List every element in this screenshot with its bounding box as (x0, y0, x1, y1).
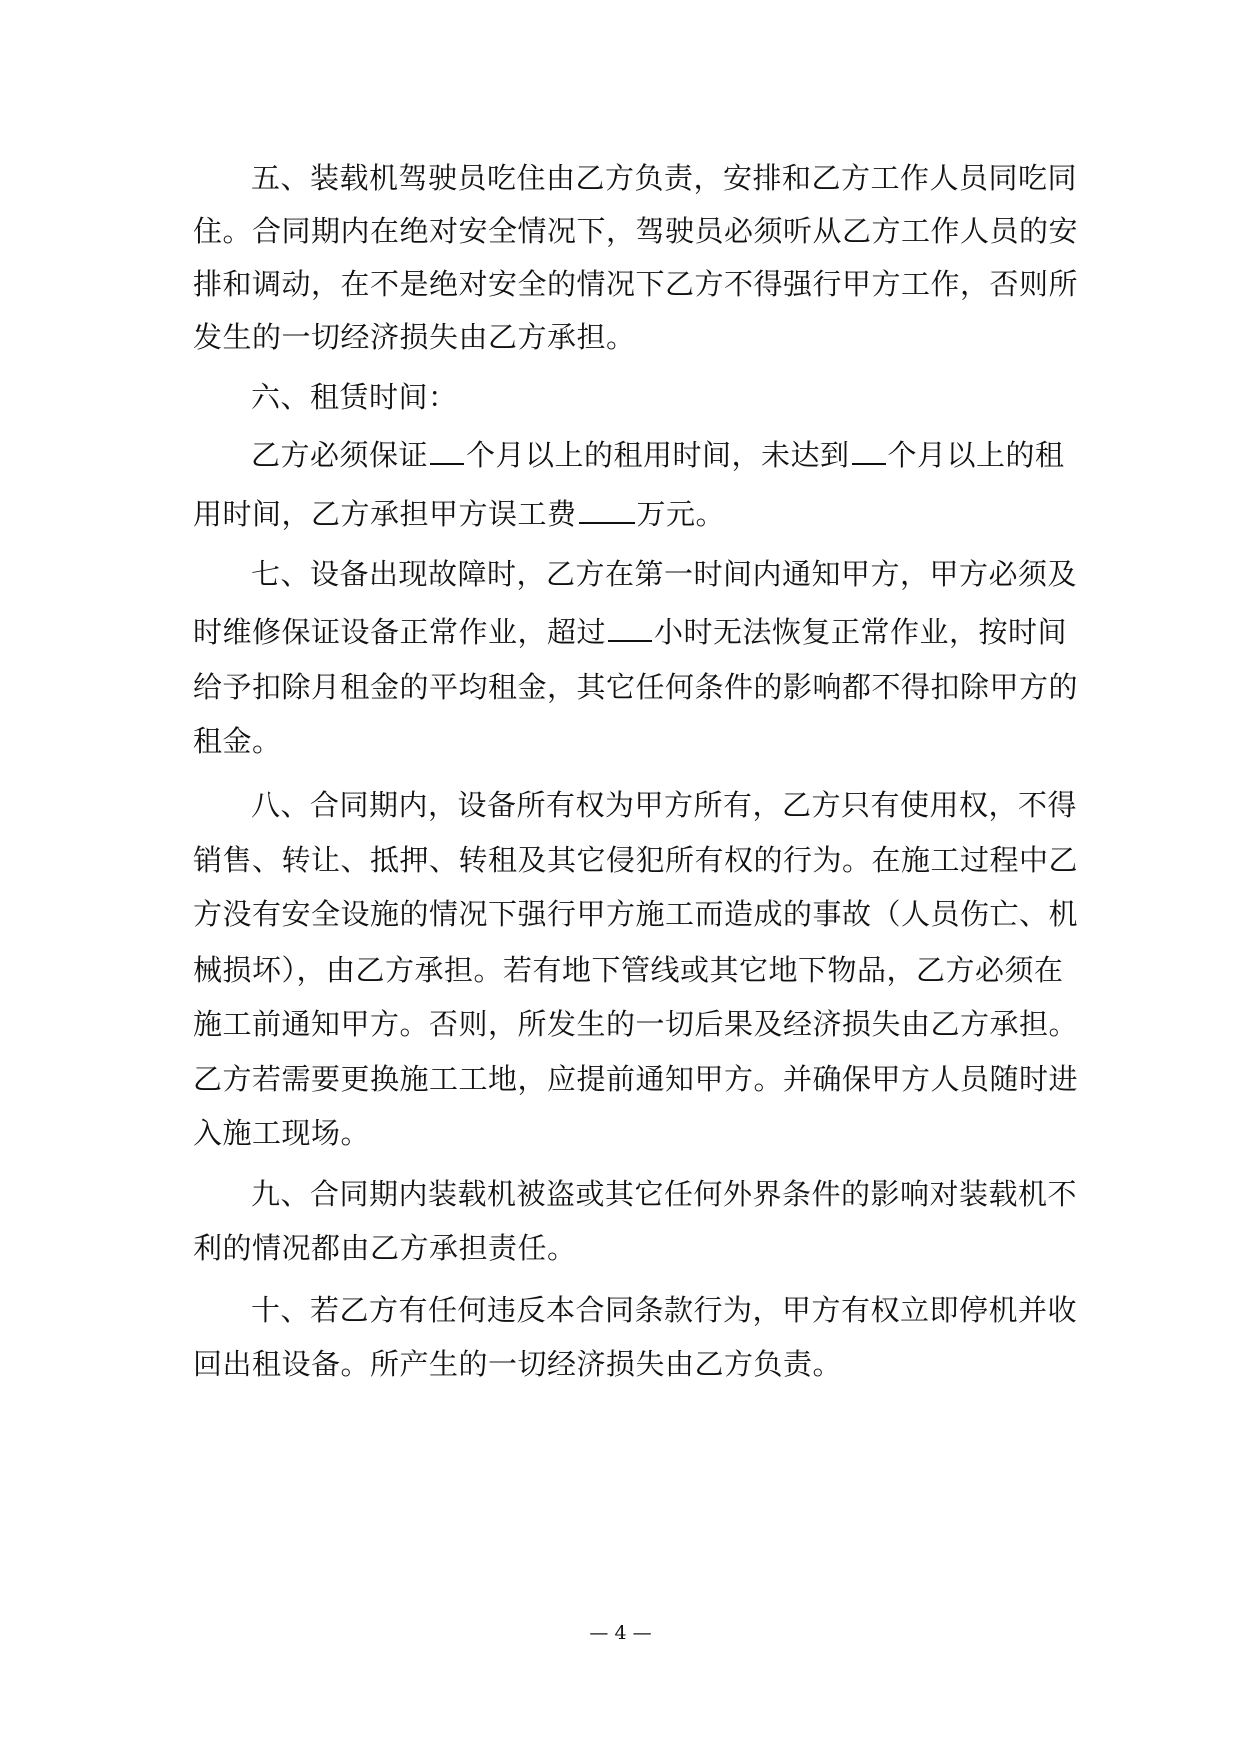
fill-in-blank (852, 437, 886, 465)
paragraph-line: 方没有安全设施的情况下强行甲方施工而造成的事故（人员伤亡、机 (193, 897, 1079, 931)
paragraph-line (193, 494, 725, 534)
paragraph-line: 租金。 (193, 724, 282, 758)
paragraph-line: 九、合同期内装载机被盗或其它任何外界条件的影响对装载机不 (251, 1177, 1078, 1211)
paragraph-line: 利的情况都由乙方承担责任。 (193, 1231, 577, 1265)
paragraph-line (193, 612, 1067, 652)
section-heading: 六、租赁时间： (251, 380, 458, 414)
paragraph-line: 五、装载机驾驶员吃住由乙方负责，安排和乙方工作人员同吃同 (251, 161, 1078, 195)
paragraph-line: 乙方若需要更换施工工地，应提前通知甲方。并确保甲方人员随时进 (193, 1062, 1079, 1096)
paragraph-line: 发生的一切经济损失由乙方承担。 (193, 320, 636, 354)
paragraph-line: 施工前通知甲方。否则，所发生的一切后果及经济损失由乙方承担。 (193, 1007, 1079, 1041)
fill-in-blank (579, 496, 635, 524)
paragraph-line: 排和调动，在不是绝对安全的情况下乙方不得强行甲方工作，否则所 (193, 267, 1079, 301)
page-number: — 4 — (589, 1622, 652, 1644)
fill-in-blank (430, 437, 464, 465)
text-segment: 乙方必须保证 (251, 438, 429, 472)
paragraph-line: 十、若乙方有任何违反本合同条款行为，甲方有权立即停机并收 (251, 1293, 1078, 1327)
text-segment: 个月以上的租用时间，未达到 (466, 438, 850, 472)
text-segment: 用时间，乙方承担甲方误工费 (193, 497, 577, 531)
paragraph-line: 八、合同期内，设备所有权为甲方所有，乙方只有使用权，不得 (251, 788, 1078, 822)
paragraph-line: 械损坏），由乙方承担。若有地下管线或其它地下物品，乙方必须在 (193, 953, 1064, 987)
paragraph-line: 住。合同期内在绝对安全情况下，驾驶员必须听从乙方工作人员的安 (193, 214, 1079, 248)
text-segment: 个月以上的租 (887, 438, 1065, 472)
paragraph-line: 回出租设备。所产生的一切经济损失由乙方负责。 (193, 1347, 843, 1381)
text-segment: 万元。 (636, 497, 726, 531)
paragraph-line: 销售、转让、抵押、转租及其它侵犯所有权的行为。在施工过程中乙 (193, 843, 1079, 877)
fill-in-blank (608, 614, 652, 642)
paragraph-line: 入施工现场。 (193, 1116, 371, 1150)
text-segment: 时维修保证设备正常作业，超过 (193, 615, 607, 649)
paragraph-line: 七、设备出现故障时，乙方在第一时间内通知甲方，甲方必须及 (251, 557, 1078, 591)
text-segment: 小时无法恢复正常作业，按时间 (654, 615, 1068, 649)
paragraph-line (193, 435, 1065, 475)
paragraph-line: 给予扣除月租金的平均租金，其它任何条件的影响都不得扣除甲方的 (193, 670, 1079, 704)
